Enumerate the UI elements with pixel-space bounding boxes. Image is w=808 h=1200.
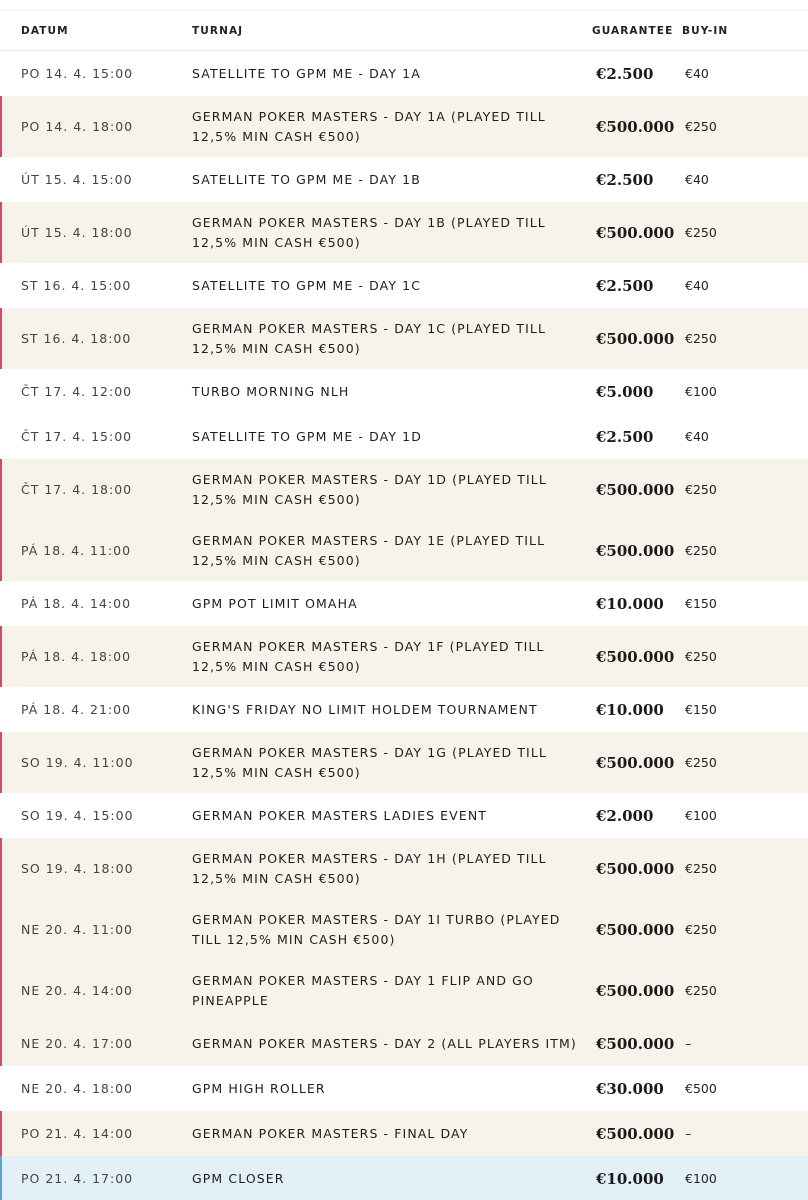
row-guarantee: €2.000 [596,806,654,825]
row-date: PÁ 18. 4. 11:00 [21,543,132,558]
row-guarantee: €2.500 [596,170,654,189]
row-tournament-name: GERMAN POKER MASTERS - DAY 1D (PLAYED TILL 12,5% MIN CASH €500) [192,471,547,507]
header-buyin: BUY-IN [682,24,729,37]
table-body [0,51,808,1200]
top-divider [0,0,808,11]
table-row[interactable] [0,520,808,581]
row-buyin: €250 [685,983,717,998]
header-guarantee: GUARANTEE [592,24,674,37]
row-guarantee: €30.000 [596,1079,664,1098]
row-guarantee: €500.000 [596,117,675,136]
row-buyin: €100 [685,384,717,399]
row-date: PO 21. 4. 17:00 [21,1171,134,1186]
table-row[interactable] [0,308,808,369]
row-date: ÚT 15. 4. 15:00 [21,172,133,187]
row-guarantee: €2.500 [596,427,654,446]
row-tournament-name: GPM CLOSER [192,1170,285,1186]
row-tournament-name: GERMAN POKER MASTERS - DAY 1G (PLAYED TILL 12,5% MIN CASH €500) [192,744,547,780]
row-guarantee: €500.000 [596,920,675,939]
row-tournament-name: GERMAN POKER MASTERS - DAY 1F (PLAYED TILL 12,5% MIN CASH €500) [192,638,545,674]
table-row[interactable] [0,51,808,96]
row-buyin: €40 [685,429,709,444]
row-date: ÚT 15. 4. 18:00 [21,225,133,240]
row-date: PO 21. 4. 14:00 [21,1126,134,1141]
row-tournament-name: GERMAN POKER MASTERS - DAY 2 (ALL PLAYERS ITM) [192,1035,577,1051]
row-guarantee: €500.000 [596,1034,675,1053]
table-row[interactable] [0,899,808,960]
row-date: PO 14. 4. 18:00 [21,119,134,134]
row-date: NE 20. 4. 17:00 [21,1036,133,1051]
row-buyin: €500 [685,1081,717,1096]
table-row[interactable] [0,732,808,793]
table-row[interactable] [0,202,808,263]
row-date: PÁ 18. 4. 14:00 [21,596,132,611]
table-row[interactable] [0,157,808,202]
row-buyin: €250 [685,861,717,876]
row-buyin: €100 [685,808,717,823]
row-tournament-name: KING'S FRIDAY NO LIMIT HOLDEM TOURNAMENT [192,701,538,717]
row-buyin: €40 [685,278,709,293]
row-buyin: €40 [685,66,709,81]
row-buyin: €40 [685,172,709,187]
row-buyin: €250 [685,543,717,558]
row-date: PÁ 18. 4. 18:00 [21,649,132,664]
row-tournament-name: SATELLITE TO GPM ME - DAY 1D [192,428,422,444]
row-tournament-name: GERMAN POKER MASTERS - DAY 1C (PLAYED TILL 12,5% MIN CASH €500) [192,320,547,356]
row-tournament-name: GERMAN POKER MASTERS - DAY 1A (PLAYED TILL 12,5% MIN CASH €500) [192,108,546,144]
row-guarantee: €10.000 [596,594,664,613]
header-tournament: TURNAJ [192,24,244,37]
row-date: SO 19. 4. 15:00 [21,808,134,823]
row-date: SO 19. 4. 18:00 [21,861,134,876]
row-tournament-name: GPM HIGH ROLLER [192,1080,326,1096]
row-guarantee: €500.000 [596,647,675,666]
row-date: PO 14. 4. 15:00 [21,66,134,81]
table-row[interactable] [0,459,808,520]
row-guarantee: €5.000 [596,382,654,401]
row-buyin: €250 [685,649,717,664]
row-date: NE 20. 4. 11:00 [21,922,133,937]
row-tournament-name: GERMAN POKER MASTERS - FINAL DAY [192,1125,469,1141]
row-date: ČT 17. 4. 15:00 [21,429,133,444]
row-date: PÁ 18. 4. 21:00 [21,702,132,717]
row-guarantee: €500.000 [596,329,675,348]
row-guarantee: €10.000 [596,1169,664,1188]
row-buyin: €250 [685,331,717,346]
table-row[interactable] [0,369,808,414]
row-guarantee: €500.000 [596,480,675,499]
row-tournament-name: GERMAN POKER MASTERS - DAY 1E (PLAYED TILL 12,5% MIN CASH €500) [192,532,546,568]
table-row[interactable] [0,1021,808,1066]
row-tournament-name: GERMAN POKER MASTERS - DAY 1 FLIP AND GO PINEAPPLE [192,972,534,1008]
row-buyin: – [685,1126,692,1141]
table-row[interactable] [0,96,808,157]
table-row[interactable] [0,838,808,899]
row-guarantee: €500.000 [596,981,675,1000]
table-row[interactable] [0,1111,808,1156]
table-header [0,11,808,51]
table-row[interactable] [0,960,808,1021]
table-row[interactable] [0,1066,808,1111]
row-date: SO 19. 4. 11:00 [21,755,134,770]
row-tournament-name: SATELLITE TO GPM ME - DAY 1B [192,171,421,187]
row-date: ČT 17. 4. 12:00 [21,384,133,399]
row-date: ST 16. 4. 18:00 [21,331,132,346]
row-buyin: – [685,1036,692,1051]
row-guarantee: €10.000 [596,700,664,719]
row-guarantee: €2.500 [596,64,654,83]
row-buyin: €250 [685,755,717,770]
row-date: NE 20. 4. 18:00 [21,1081,133,1096]
row-tournament-name: TURBO MORNING NLH [192,383,350,399]
row-guarantee: €2.500 [596,276,654,295]
table-row[interactable] [0,263,808,308]
row-guarantee: €500.000 [596,859,675,878]
row-guarantee: €500.000 [596,753,675,772]
row-date: ČT 17. 4. 18:00 [21,482,133,497]
table-row[interactable] [0,581,808,626]
row-tournament-name: GERMAN POKER MASTERS LADIES EVENT [192,807,488,823]
row-tournament-name: GPM POT LIMIT OMAHA [192,595,358,611]
row-buyin: €250 [685,482,717,497]
row-guarantee: €500.000 [596,541,675,560]
row-buyin: €250 [685,225,717,240]
table-row[interactable] [0,687,808,732]
row-date: ST 16. 4. 15:00 [21,278,132,293]
table-row[interactable] [0,793,808,838]
row-buyin: €250 [685,119,717,134]
row-tournament-name: GERMAN POKER MASTERS - DAY 1H (PLAYED TILL 12,5% MIN CASH €500) [192,850,547,886]
row-tournament-name: SATELLITE TO GPM ME - DAY 1A [192,65,421,81]
table-row[interactable] [0,626,808,687]
row-guarantee: €500.000 [596,1124,675,1143]
row-buyin: €150 [685,596,717,611]
row-buyin: €250 [685,922,717,937]
table-row[interactable] [0,1156,808,1200]
row-tournament-name: SATELLITE TO GPM ME - DAY 1C [192,277,422,293]
row-buyin: €100 [685,1171,717,1186]
row-buyin: €150 [685,702,717,717]
row-tournament-name: GERMAN POKER MASTERS - DAY 1I TURBO (PLAYED TILL 12,5% MIN CASH €500) [192,911,561,947]
row-tournament-name: GERMAN POKER MASTERS - DAY 1B (PLAYED TILL 12,5% MIN CASH €500) [192,214,546,250]
row-date: NE 20. 4. 14:00 [21,983,133,998]
table-row[interactable] [0,414,808,459]
row-guarantee: €500.000 [596,223,675,242]
header-date: DATUM [21,24,69,37]
